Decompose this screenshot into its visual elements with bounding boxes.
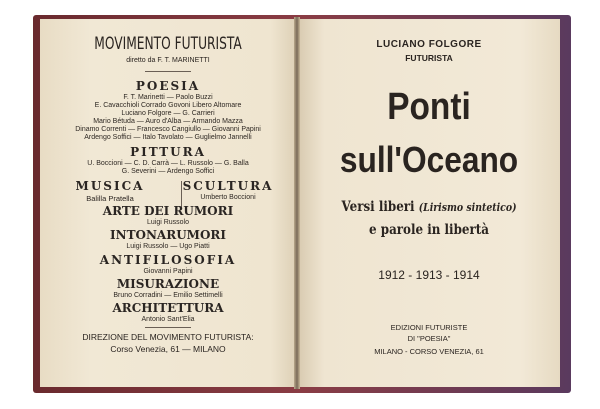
publisher-line: EDIZIONI FUTURISTE: [390, 323, 468, 332]
names-line: G. Severini — Ardengo Soffici: [121, 168, 215, 175]
names-line: E. Cavacchioli Corrado Govoni Libero Altomare: [94, 102, 242, 109]
section-heading: SCULTURA: [182, 179, 274, 193]
subtitle-text: Versi liberi: [341, 199, 415, 215]
subtitle-italic: (Lirismo sintetico): [418, 201, 517, 214]
names-line: Ardengo Soffici — Italo Tavolato — Guglielmo Jannelli: [84, 134, 252, 141]
section-heading: MISURAZIONE: [116, 277, 220, 291]
names-line: Luigi Russolo: [146, 219, 190, 226]
names-line: Giovanni Papini: [143, 268, 193, 275]
names-line: Mario Bétuda — Auro d'Alba — Armando Mazza: [93, 118, 243, 125]
names-line: Dinamo Correnti — Francesco Cangiullo — Giovanni Papini: [75, 126, 261, 133]
section-heading: PITTURA: [130, 145, 206, 159]
book-title-line2: sull'Oceano: [339, 139, 519, 180]
publisher-line: MILANO - CORSO VENEZIA, 61: [374, 347, 484, 356]
names-line: Bruno Corradini — Emilio Settimelli: [113, 292, 223, 299]
years: 1912 - 1913 - 1914: [378, 268, 480, 282]
left-page: [40, 19, 296, 387]
footer-line: Corso Venezia, 61 — MILANO: [110, 344, 226, 354]
subtitle-line1: [318, 199, 541, 215]
names-line: Luigi Russolo — Ugo Piatti: [126, 243, 210, 250]
book-title-line1: Ponti: [387, 86, 471, 128]
section-heading: MUSICA: [75, 179, 145, 193]
section-heading: ARTE DEI RUMORI: [102, 204, 234, 218]
names-line: U. Boccioni — C. D. Carrà — L. Russolo — G. Balla: [87, 160, 249, 167]
section-heading: ARCHITETTURA: [112, 301, 224, 315]
section-heading: ANTIFILOSOFIA: [99, 253, 237, 267]
publisher-line: DI "POESIA": [407, 334, 451, 343]
names-line: Balilla Pratella: [86, 194, 134, 203]
subtitle-line2: e parole in libertà: [369, 222, 489, 238]
names-line: Antonio Sant'Elia: [141, 316, 195, 323]
section-heading: POESIA: [135, 79, 201, 93]
author: LUCIANO FOLGORE: [376, 39, 482, 50]
divider: [145, 71, 191, 72]
footer-line: DIREZIONE DEL MOVIMENTO FUTURISTA:: [82, 332, 254, 342]
section-heading: INTONARUMORI: [109, 228, 226, 242]
author-tag: FUTURISTA: [405, 53, 453, 63]
names-line: Umberto Boccioni: [200, 194, 256, 201]
subtitle: diretto da F. T. MARINETTI: [126, 57, 210, 64]
names-line: Luciano Folgore — G. Carrieri: [121, 110, 215, 117]
names-line: F. T. Marinetti — Paolo Buzzi: [123, 94, 213, 101]
right-page: [298, 19, 560, 387]
book-gutter: [294, 17, 300, 389]
page-title: MOVIMENTO FUTURISTA: [94, 34, 242, 54]
divider: [145, 327, 191, 328]
